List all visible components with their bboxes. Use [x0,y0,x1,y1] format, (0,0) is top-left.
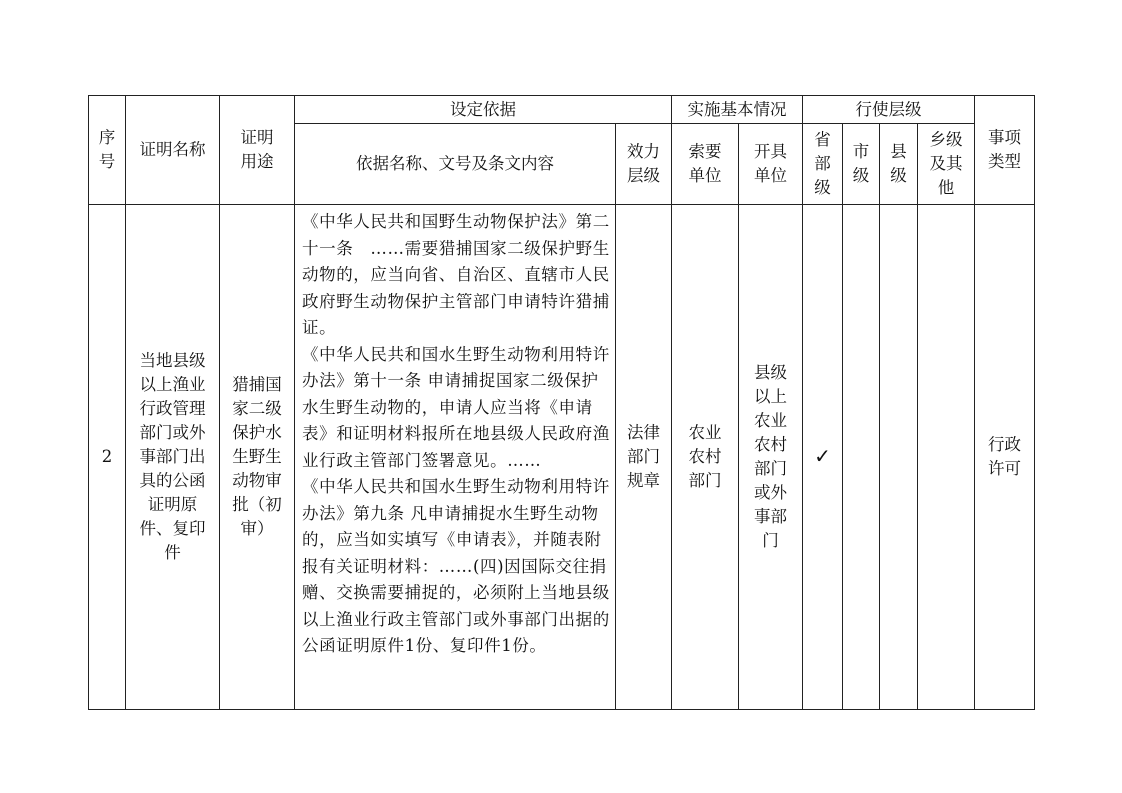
cell-basis-text [295,205,616,710]
checkmark-icon: ✓ [814,444,831,468]
basis-paragraph: 《中华人民共和国野生动物保护法》第二十一条 ……需要猎捕国家二级保护野生动物的，应当向省、自治区、直辖市人民政府野生动物保护主管部门申请特许猎捕证。 [302,212,610,337]
header-purpose: 证明 用途 [220,96,295,205]
header-city-level: 市 级 [843,124,880,205]
header-county-level: 县 级 [880,124,918,205]
cell-effect-level: 法律 部门 规章 [616,205,672,710]
cell-purpose: 猎捕国 家二级 保护水 生野生 动物审 批（初 审） [220,205,295,710]
header-request-unit: 索要 单位 [672,124,739,205]
basis-paragraph: 《中华人民共和国水生野生动物利用特许办法》第九条 凡申请捕捉水生野生动物的，应当如实填写《申请表》，并随表附报有关证明材料：……(四)因国际交往捐赠、交换需要捕捉的，必须附上当地县级以上渔业行政主管部门或外事部门出据的公函证明原件1份、复印件1份。 [302,477,610,655]
header-matter-type: 事项 类型 [975,96,1035,205]
header-province-level: 省 部 级 [803,124,843,205]
header-issue-unit: 开具 单位 [739,124,803,205]
cell-request-unit: 农业 农村 部门 [672,205,739,710]
header-effect-level: 效力 层级 [616,124,672,205]
cell-matter-type: 行政 许可 [975,205,1035,710]
cell-seq: 2 [89,205,126,710]
cell-city-level [843,205,880,710]
basis-paragraph: 《中华人民共和国水生野生动物利用特许办法》第十一条 申请捕捉国家二级保护水生野生动物的，申请人应当将《申请表》和证明材料报所在地县级人民政府渔业行政主管部门签署意见。…… [302,344,610,470]
cell-county-level [880,205,918,710]
table-row [89,205,1035,710]
header-level-group: 行使层级 [803,96,975,124]
header-basis-name: 依据名称、文号及条文内容 [295,124,616,205]
header-impl-group: 实施基本情况 [672,96,803,124]
header-seq: 序 号 [89,96,126,205]
header-cert-name: 证明名称 [126,96,220,205]
cell-issue-unit: 县级 以上 农业 农村 部门 或外 事部 门 [739,205,803,710]
cell-cert-name: 当地县级 以上渔业 行政管理 部门或外 事部门出 具的公函 证明原 件、复印 件 [126,205,220,710]
certificate-table [88,95,1035,710]
header-row-1 [89,96,1035,124]
header-township-level: 乡级 及其 他 [918,124,975,205]
cell-province-level [803,205,843,710]
header-basis-group: 设定依据 [295,96,672,124]
cell-township-level [918,205,975,710]
